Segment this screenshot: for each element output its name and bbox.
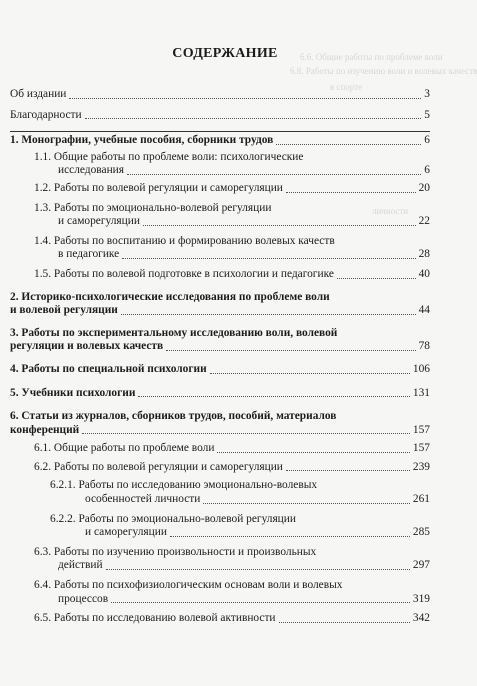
ghost-line: 6.8. Работы по изучению воли и волевых качеств xyxy=(290,66,477,76)
toc-entry-page: 239 xyxy=(412,460,430,473)
toc-entry-6-4[interactable] xyxy=(10,579,430,606)
leader-dots xyxy=(122,257,415,259)
leader-dots xyxy=(143,224,416,226)
leader-dots xyxy=(276,143,421,145)
leader-dots xyxy=(127,173,421,175)
leader-dots xyxy=(337,277,416,279)
leader-dots xyxy=(121,313,416,315)
toc-entry-title: 5. Учебники психологии xyxy=(10,386,136,399)
toc-entry-title-line2: и волевой регуляции xyxy=(10,304,118,317)
toc-entry-page: 6 xyxy=(424,164,430,177)
toc-entry-title: 6.2. Работы по волевой регуляции и саморегуляции xyxy=(34,460,283,473)
table-of-contents xyxy=(10,88,430,626)
toc-entry-title-line1: 3. Работы по экспериментальному исследованию воли, волевой xyxy=(10,326,338,339)
toc-entry-title-line2: особенностей личности xyxy=(85,493,201,506)
toc-entry-page: 285 xyxy=(412,526,430,539)
toc-entry-section-4[interactable] xyxy=(10,363,430,377)
toc-entry-title: 6.1. Общие работы по проблеме воли xyxy=(34,442,215,455)
toc-entry-page: 44 xyxy=(418,304,430,317)
toc-entry-acknowledgements[interactable] xyxy=(10,109,430,123)
toc-entry-page: 157 xyxy=(412,423,430,436)
toc-entry-6-2-1[interactable] xyxy=(10,479,430,506)
leader-dots xyxy=(210,372,410,374)
leader-dots xyxy=(82,432,410,434)
leader-dots xyxy=(217,451,409,453)
toc-entry-1-5[interactable] xyxy=(10,268,430,282)
toc-entry-title-line2: конференций xyxy=(10,423,80,436)
toc-entry-6-1[interactable] xyxy=(10,442,430,456)
toc-entry-section-1[interactable] xyxy=(10,134,430,148)
leader-dots xyxy=(203,502,410,504)
leader-dots xyxy=(286,469,410,471)
toc-entry-title: 4. Работы по специальной психологии xyxy=(10,362,207,375)
toc-entry-page: 40 xyxy=(418,267,430,280)
leader-dots xyxy=(170,535,410,537)
toc-entry-title-line2: в педагогике xyxy=(58,248,120,261)
toc-entry-page: 6 xyxy=(424,134,430,147)
toc-entry-section-3[interactable] xyxy=(10,327,430,354)
leader-dots xyxy=(279,621,410,623)
divider xyxy=(10,131,430,132)
toc-entry-page: 28 xyxy=(418,248,430,261)
toc-entry-page: 5 xyxy=(424,108,430,121)
toc-entry-section-5[interactable] xyxy=(10,387,430,401)
toc-entry-title-line1: 6.2.1. Работы по исследованию эмоционально-волевых xyxy=(50,479,318,492)
page-title: СОДЕРЖАНИЕ xyxy=(172,46,278,61)
toc-entry-title: Благодарности xyxy=(10,108,82,121)
leader-dots xyxy=(69,97,421,99)
ghost-line: 6.6. Общие работы по проблеме воли xyxy=(300,52,443,62)
toc-entry-title-line2: процессов xyxy=(58,592,109,605)
toc-entry-title: 1. Монографии, учебные пособия, сборники трудов xyxy=(10,134,274,147)
toc-entry-section-6[interactable] xyxy=(10,410,430,437)
toc-entry-title-line2: действий xyxy=(58,559,103,572)
toc-entry-page: 22 xyxy=(418,215,430,228)
toc-entry-title: 6.5. Работы по исследованию волевой активности xyxy=(34,612,276,625)
toc-entry-title: 1.2. Работы по волевой регуляции и саморегуляции xyxy=(34,181,283,194)
toc-entry-page: 297 xyxy=(412,559,430,572)
toc-entry-page: 78 xyxy=(418,340,430,353)
toc-entry-title-line2: регуляции и волевых качеств xyxy=(10,340,164,353)
toc-entry-title-line2: и саморегуляции xyxy=(85,526,167,539)
leader-dots xyxy=(166,349,415,351)
toc-entry-title: 1.5. Работы по волевой подготовке в психологии и педагогике xyxy=(34,267,334,280)
toc-entry-page: 319 xyxy=(412,592,430,605)
toc-entry-1-1[interactable] xyxy=(10,151,430,178)
toc-entry-page: 157 xyxy=(412,442,430,455)
toc-entry-title-line2: и саморегуляции xyxy=(58,215,140,228)
toc-entry-title-line2: исследования xyxy=(58,164,125,177)
toc-entry-title-line1: 1.1. Общие работы по проблеме воли: психологические xyxy=(34,150,304,163)
toc-entry-page: 261 xyxy=(412,493,430,506)
toc-entry-title-line1: 2. Историко-психологические исследования по проблеме воли xyxy=(10,290,330,303)
toc-entry-1-2[interactable] xyxy=(10,182,430,196)
toc-entry-1-3[interactable] xyxy=(10,202,430,229)
toc-entry-6-5[interactable] xyxy=(10,612,430,626)
toc-entry-title-line1: 1.3. Работы по эмоционально-волевой регуляции xyxy=(34,201,272,214)
toc-entry-section-2[interactable] xyxy=(10,291,430,318)
toc-entry-page: 106 xyxy=(412,362,430,375)
leader-dots xyxy=(138,395,410,397)
ghost-line: личности xyxy=(372,206,409,216)
toc-entry-page: 342 xyxy=(412,612,430,625)
toc-entry-page: 20 xyxy=(418,181,430,194)
toc-entry-about[interactable] xyxy=(10,88,430,102)
leader-dots xyxy=(286,191,416,193)
toc-entry-title-line1: 1.4. Работы по воспитанию и формированию волевых качеств xyxy=(34,234,335,247)
leader-dots xyxy=(111,601,410,603)
toc-entry-page: 131 xyxy=(412,386,430,399)
toc-entry-title-line1: 6. Статьи из журналов, сборников трудов, пособий, материалов xyxy=(10,410,337,423)
ghost-line: в спорте xyxy=(330,82,363,92)
leader-dots xyxy=(85,117,422,119)
toc-entry-6-3[interactable] xyxy=(10,546,430,573)
toc-entry-page: 3 xyxy=(424,88,430,100)
toc-entry-6-2-2[interactable] xyxy=(10,513,430,540)
toc-entry-6-2[interactable] xyxy=(10,461,430,475)
toc-entry-title-line1: 6.2.2. Работы по эмоционально-волевой регуляции xyxy=(50,512,296,525)
leader-dots xyxy=(106,568,410,570)
toc-entry-title-line1: 6.4. Работы по психофизиологическим основам воли и волевых xyxy=(34,579,343,592)
toc-entry-title-line1: 6.3. Работы по изучению произвольности и произвольных xyxy=(34,545,317,558)
toc-entry-1-4[interactable] xyxy=(10,235,430,262)
toc-entry-title: Об издании xyxy=(10,88,67,100)
